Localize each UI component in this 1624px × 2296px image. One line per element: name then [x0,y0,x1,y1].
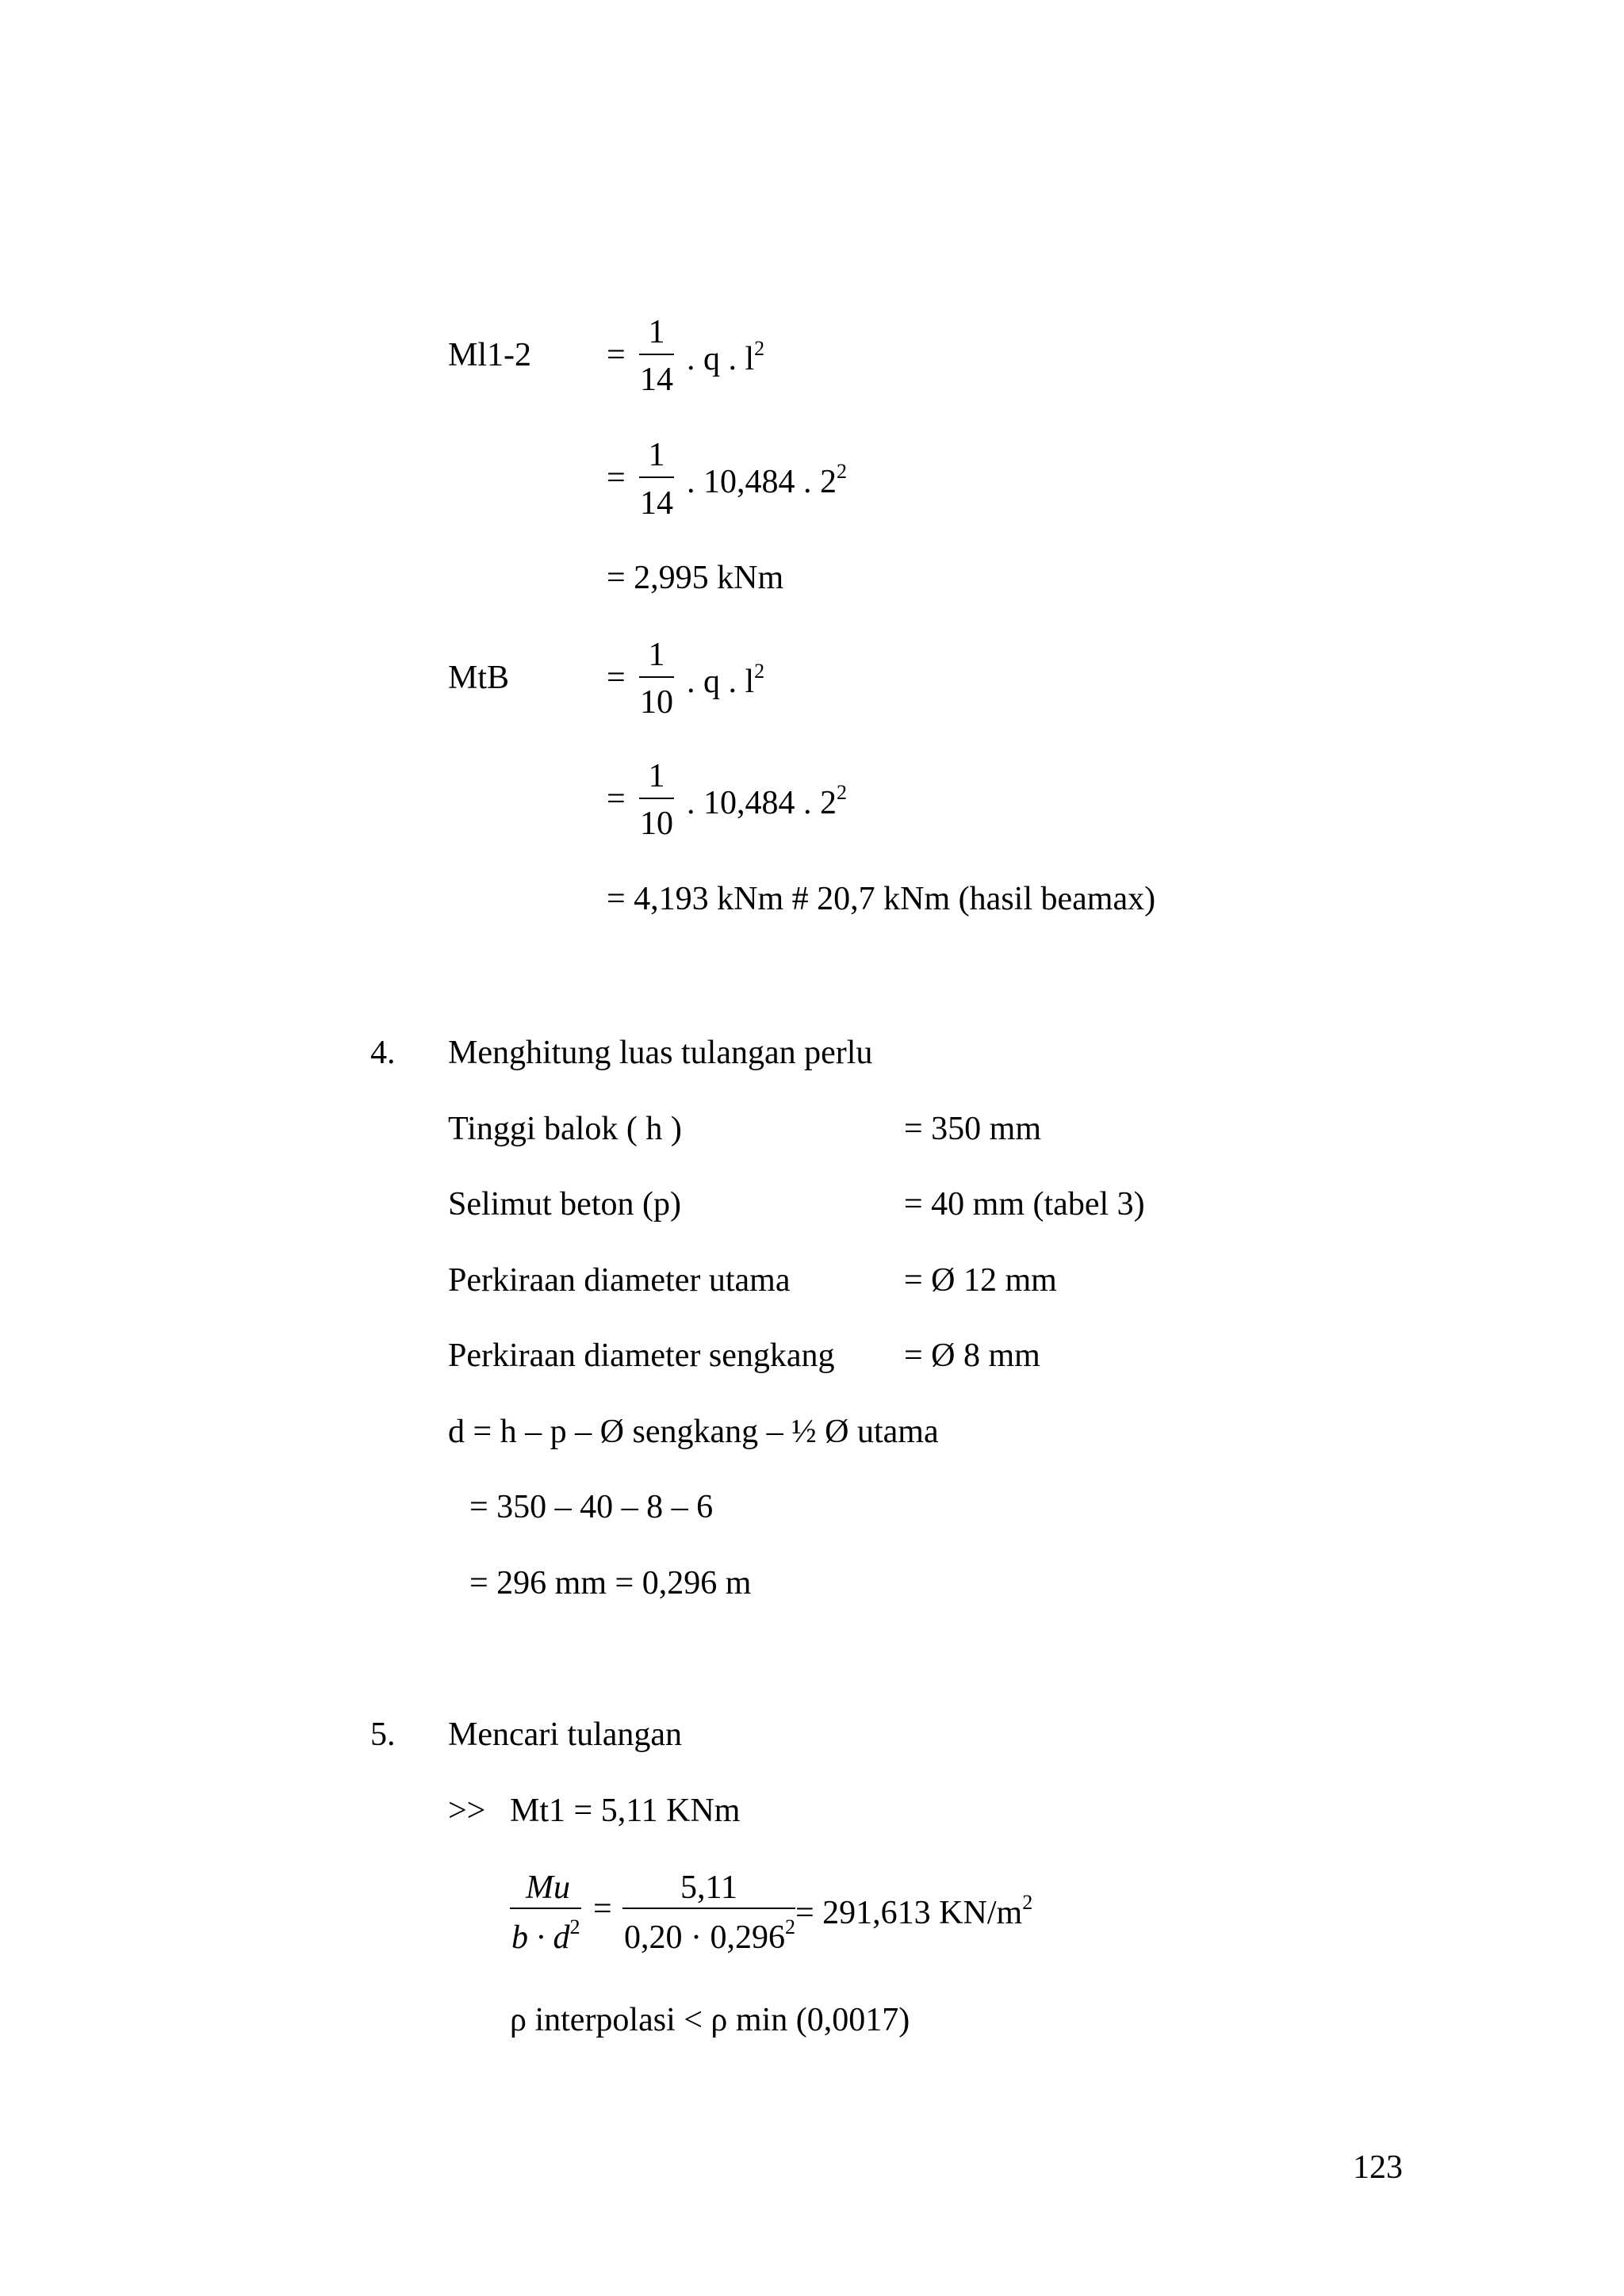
ml12-eq-2: = [607,460,626,496]
ml12-frac1-num: 1 [648,314,665,350]
ratio-eq: = [593,1891,612,1927]
section4-number: 4. [370,1035,396,1071]
mtb-eq-2: = [607,781,626,817]
ratio-result [795,1892,1032,1930]
ratio-lhs-num: Mu [526,1869,570,1906]
ratio-lhs-den-text: b · d [511,1919,570,1956]
mtb-frac2-num: 1 [648,758,665,794]
ratio-rhs-bar [622,1908,795,1909]
ml12-expr-2 [687,461,847,499]
ratio-result-text: = 291,613 KN/m [795,1895,1023,1931]
mtb-frac1-num: 1 [648,637,665,673]
section4-formula: d = h – p – Ø sengkang – ½ Ø utama [448,1414,939,1450]
mtb-frac1-den: 10 [640,684,673,721]
mtb-frac2-den: 10 [640,806,673,842]
mtb-expr-1-text: . q . l [687,664,755,700]
mtb-expr-2-text: . 10,484 . 2 [687,785,837,821]
ml12-result: = 2,995 kNm [607,560,784,596]
ml12-expr-1 [687,339,764,376]
section4-row-value: = 350 mm [904,1111,1042,1147]
section4-heading: Menghitung luas tulangan perlu [448,1035,873,1071]
ml12-label: Ml1-2 [448,337,531,373]
ml12-frac2-bar [639,476,674,478]
ratio-lhs-den-exp: 2 [569,1915,580,1938]
section4-step1: = 350 – 40 – 8 – 6 [469,1489,714,1525]
ml12-expr-2-exp: 2 [837,460,847,483]
ratio-rhs-den [624,1917,795,1954]
mtb-expr-2 [687,783,847,820]
mtb-expr-1-exp: 2 [754,660,765,683]
ml12-frac1-den: 14 [640,362,673,398]
section4-row-label: Tinggi balok ( h ) [448,1111,682,1147]
section4-row-label: Perkiraan diameter utama [448,1262,791,1299]
page-number: 123 [1353,2149,1403,2186]
section5-heading: Mencari tulangan [448,1716,683,1753]
section5-mt1: Mt1 = 5,11 KNm [510,1793,741,1829]
section4-row-label: Perkiraan diameter sengkang [448,1337,835,1374]
ratio-rhs-num: 5,11 [680,1869,737,1906]
mtb-expr-2-exp: 2 [837,781,847,804]
section5-number: 5. [370,1716,396,1753]
ml12-expr-1-text: . q . l [687,341,755,377]
mtb-label: MtB [448,660,510,696]
mtb-frac1-bar [639,676,674,678]
mtb-eq-1: = [607,660,626,696]
ml12-frac2-den: 14 [640,485,673,522]
ml12-expr-1-exp: 2 [754,337,765,360]
mtb-expr-1 [687,661,764,698]
mtb-frac2-bar [639,798,674,799]
ml12-expr-2-text: . 10,484 . 2 [687,464,837,500]
ratio-rhs-den-text: 0,20 · 0,296 [624,1919,785,1956]
ratio-result-exp: 2 [1022,1891,1033,1914]
ratio-lhs-bar [510,1908,581,1909]
ml12-eq-1: = [607,337,626,373]
section5-rho: ρ interpolasi < ρ min (0,0017) [510,2002,910,2038]
section4-row-value: = Ø 12 mm [904,1262,1057,1299]
section4-row-label: Selimut beton (p) [448,1186,681,1223]
mtb-result: = 4,193 kNm # 20,7 kNm (hasil beamax) [607,881,1156,917]
ratio-lhs-den [511,1917,580,1954]
section4-row-value: = Ø 8 mm [904,1337,1040,1374]
ml12-frac1-bar [639,354,674,355]
section4-step2: = 296 mm = 0,296 m [469,1565,752,1601]
ratio-rhs-den-exp: 2 [785,1915,795,1938]
ml12-frac2-num: 1 [648,437,665,473]
section5-bullet: >> [448,1793,486,1829]
section4-row-value: = 40 mm (tabel 3) [904,1186,1145,1223]
